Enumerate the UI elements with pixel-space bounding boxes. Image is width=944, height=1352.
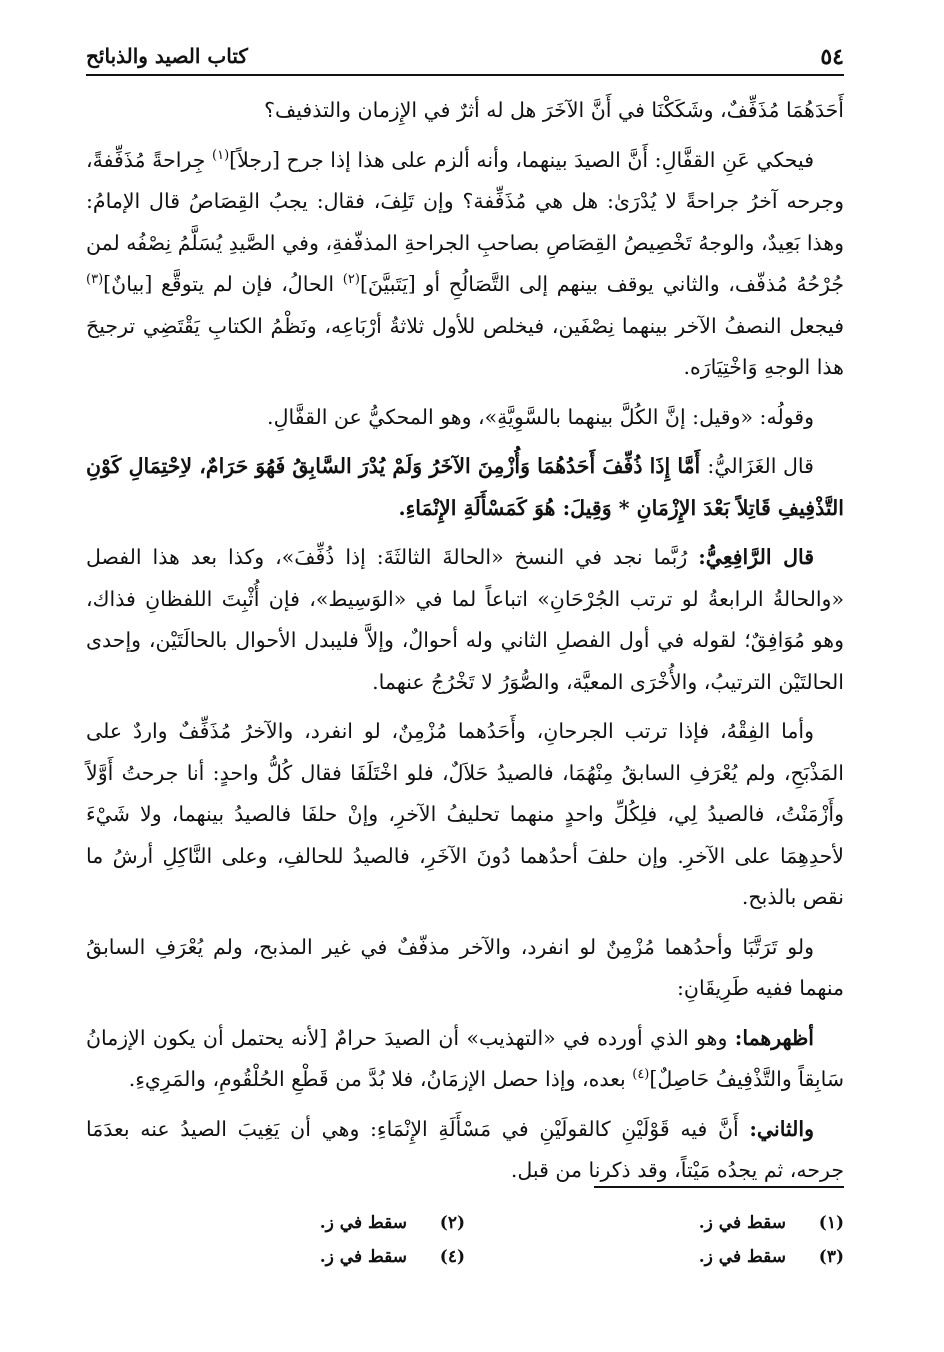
section-label: أظهرهما: (734, 1025, 814, 1050)
footnote-number: (١) (818, 1213, 844, 1233)
paragraph: فيحكي عَنِ القفَّالِ: أَنَّ الصيدَ بينهما، وأنه ألزم على هذا إذا جرح [رجلاً]$^{(١)}$ جِراحةً مُذَفِّفةً، وجرحه آخرُ جراحةً لا يُدْرَىٰ: هل هي مُذَفِّفة؟ وإن تَلِفَ، فقال: يجبُ القِصَاصُ قال الإمامُ: وهذا بَعِيدٌ، والوجهُ تَخْصِيصُ القِصَاصِ بصاحبِ الجراحةِ المذفّفةِ، وفي الصَّيدِ يُسَلَّمُ نِصْفُه لمن جُرْحُهُ مُذفّف، والثاني يوقف بينهم إلى التَّصَالُحِ أو [يَتَبيَّنَ]$^{(٢)}$ الحالُ، فإن لم يتوقَّع [بيانٌ]$^{(٣)}$ فيجعل النصفُ الآخر بينهما نِصْفَين، فيخلص للأول ثلاثةُ أرْبَاعِه، ونَظْمُ الكتابِ يَقْتَضِي ترجيحَ هذا الوجهِ وَاخْتِيَارَه. (86, 147, 844, 379)
footnote-number: (٣) (818, 1247, 844, 1267)
main-text (86, 90, 844, 1200)
page-header (86, 30, 844, 76)
footnote-row (86, 1206, 844, 1240)
footnote-text: سقط في ز. (698, 1247, 786, 1267)
footnote-ref: (١) (212, 147, 230, 163)
footnote-ref: (٢) (342, 272, 360, 288)
paragraph: أظهرهما: وهو الذي أورده في «التهذيب» أن الصيدَ حرامٌ [لأنه يحتمل أن يكون الإزمانُ سَابِقاً والتَّذْفِيفُ حَاصِلٌ]$^{(٤)}$ بعده، وإذا حصل الإزمَانُ، فلا بُدَّ من قَطْعِ الحُلْقُومِ، والمَرِيءِ. (86, 1025, 844, 1091)
paragraph: قال الرَّافِعِيُّ: رُبَّما نجد في النسخ «الحالةَ الثالثَةَ: إذا ذُفِّفَ»، وكذا بعد هذا الفصل «والحالةُ الرابعةُ لو ترتب الجُرْحَانِ» اتباعاً لما في «الوَسِيط»، فإن أُثْبِتَ اللفظانِ فذاك، وهو مُوَافِقٌ؛ لقوله في أول الفصلِ الثاني وله أحوالٌ، وإلاَّ فليبدل الأحوال بالحالَتَيْن، وإحدى الحالتَيْن الترتيبُ، والأُخْرَى المعيَّة، والصُّوَرُ لا تَخْرُجُ عنهما. (86, 545, 844, 694)
footnote (465, 1206, 844, 1240)
footnote-text: سقط في ز. (319, 1213, 407, 1233)
paragraph: والثاني: أَنَّ فيه قَوْلَيْنِ كالقولَيْنِ في مَسْأَلَةِ الإِنْمَاءِ: وهي أن يَغِيبَ الصيدُ عنه بعدَمَا جرحه، ثم يجدُه مَيْتاً، وقد ذكرنا من قبل. (86, 1116, 844, 1182)
footnote-number: (٤) (439, 1247, 465, 1267)
footnotes (86, 1206, 844, 1274)
footnote (86, 1206, 465, 1240)
speaker-label: قال الرَّافِعِيُّ: (698, 545, 815, 569)
footnote-number: (٢) (439, 1213, 465, 1233)
paragraph: وقولُه: «وقيل: إنَّ الكُلَّ بينهما بالسَّوِيَّةِ»، وهو المحكيُّ عن القفَّالِ. (267, 404, 814, 429)
footnote-ref: (٤) (632, 1067, 650, 1083)
speaker-label: قال الغَزَاليُّ: (707, 454, 814, 478)
footnote-text: سقط في ز. (319, 1247, 407, 1267)
quoted-text: قال الغَزَاليُّ: أَمَّا إِذَا ذُفِّفَ أَحَدُهُمَا وَأُزْمِنَ الآخَرُ وَلَمْ يُدْرَ السَّابِقُ فَهُوَ حَرَامٌ، لاِحْتِمَالِ كَوْنِ التَّذْفِيفِ قَاتِلاً بَعْدَ الإِزْمَانِ * وَقِيلَ: هُوَ كَمَسْأَلَةِ الإِنْمَاءِ. (86, 454, 844, 520)
footnote-separator (594, 1186, 844, 1188)
running-title: كتاب الصيد والذبائح (86, 44, 248, 68)
paragraph: أَحَدَهُمَا مُذَفِّفٌ، وشَكَكْنَا في أَنَّ الآخَرَ هل له أثرٌ في الإِزمان والتذفيف؟ (264, 98, 844, 122)
footnote (465, 1240, 844, 1274)
section-label: والثاني: (749, 1116, 814, 1141)
page-number: ٥٤ (820, 44, 844, 70)
footnote-ref: (٣) (86, 272, 104, 288)
footnote-text: سقط في ز. (698, 1213, 786, 1233)
footnote (86, 1240, 465, 1274)
paragraph: ولو تَرَتَّبَا وأحدُهما مُزْمِنٌ لو انفرد، والآخر مذفّفٌ في غير المذبح، ولم يُعْرَفِ السابقُ منهما ففيه طَرِيقَانِ: (86, 934, 844, 1000)
footnote-row (86, 1240, 844, 1274)
paragraph: وأما الفِقْهُ، فإذا ترتب الجرحانِ، وأَحَدُهما مُزْمِنٌ، لو انفرد، والآخرُ مُذَفِّفٌ واردٌ على المَذْبَحِ، ولم يُعْرَفِ السابقُ مِنْهُمَا، فالصيدُ حَلاَلٌ، فلو اخْتَلَفَا فقال كُلُّ واحدٍ: أنا جرحتُ أَوَّلاً وأَزْمَنْتُ، فالصيدُ لِي، فلِكُلِّ واحدٍ منهما تحليفُ الآخرِ، وإنْ حلفَا فالصيدُ بينهما، ولا شَيْءَ لأحدِهِمَا على الآخرِ. وإن حلفَ أحدُهما دُونَ الآخَرِ، فالصيدُ للحالفِ، وعلى النَّاكِلِ أرشُ ما نقص بالذبح. (86, 719, 844, 909)
